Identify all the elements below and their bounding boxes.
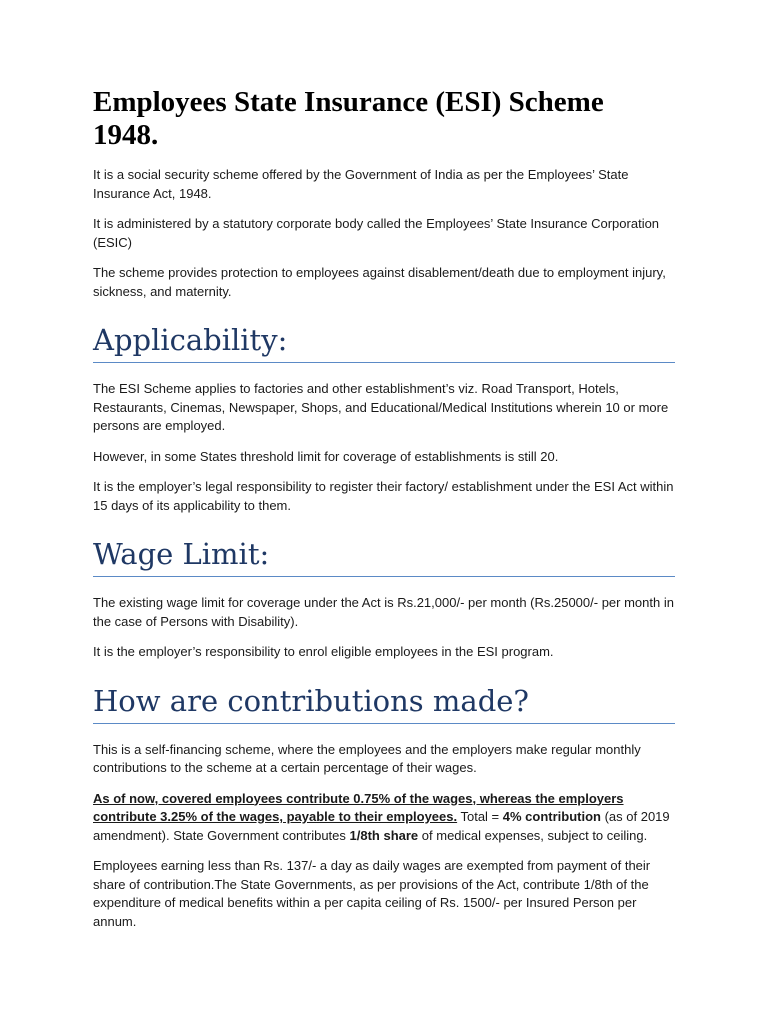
- share-suffix: of medical expenses, subject to ceiling.: [418, 827, 648, 843]
- section-heading-contributions: How are contributions made?: [93, 682, 675, 724]
- applicability-paragraph: It is the employer’s legal responsibility to register their factory/ establishment under the ESI Act within 15 days of its applicability to them.: [93, 479, 674, 513]
- exemption-paragraph: Employees earning less than Rs. 137/- a day as daily wages are exempted from payment of their share of contribution.The State Governments, as per provisions of the Act, contribute 1/8th of the expenditure of medical benefits within a per capita ceiling of Rs. 1500/- per Insured Person per annum.: [93, 858, 651, 929]
- wage-limit-paragraph: The existing wage limit for coverage under the Act is Rs.21,000/- per month (Rs.25000/- per month in the case of Persons with Disability).: [93, 595, 674, 629]
- contributions-paragraph: This is a self-financing scheme, where the employees and the employers make regular monthly contributions to the scheme at a certain percentage of their wages.: [93, 741, 641, 775]
- wage-limit-paragraph: It is the employer’s responsibility to enrol eligible employees in the ESI program.: [93, 644, 554, 659]
- state-share: 1/8th share: [349, 827, 419, 843]
- intro-paragraph: The scheme provides protection to employees against disablement/death due to employment injury, sickness, and maternity.: [93, 265, 666, 299]
- total-prefix: Total =: [457, 809, 503, 824]
- contribution-rates-paragraph: [93, 790, 675, 846]
- document-title: Employees State Insurance (ESI) Scheme 1948.: [93, 86, 604, 151]
- section-heading-applicability: Applicability:: [93, 321, 675, 363]
- contribution-rates-underlined: As of now, covered employees contribute 0.75% of the wages, whereas the employers contribute 3.25% of the wages, payable to their employees.: [93, 790, 624, 824]
- applicability-paragraph: The ESI Scheme applies to factories and other establishment’s viz. Road Transport, Hotels, Restaurants, Cinemas, Newspaper, Shops, and Educational/Medical Institutions wherein 10 or more persons are employed.: [93, 381, 669, 433]
- intro-paragraph: It is administered by a statutory corporate body called the Employees’ State Insurance Corporation (ESIC): [93, 216, 660, 250]
- total-suffix: (as of 2019 amendment). State Government contributes: [93, 809, 670, 843]
- applicability-paragraph: However, in some States threshold limit for coverage of establishments is still 20.: [93, 448, 559, 464]
- intro-paragraph: It is a social security scheme offered by the Government of India as per the Employees’ State Insurance Act, 1948.: [93, 167, 629, 201]
- total-contribution: 4% contribution: [502, 809, 601, 824]
- section-heading-wage-limit: Wage Limit:: [93, 535, 675, 577]
